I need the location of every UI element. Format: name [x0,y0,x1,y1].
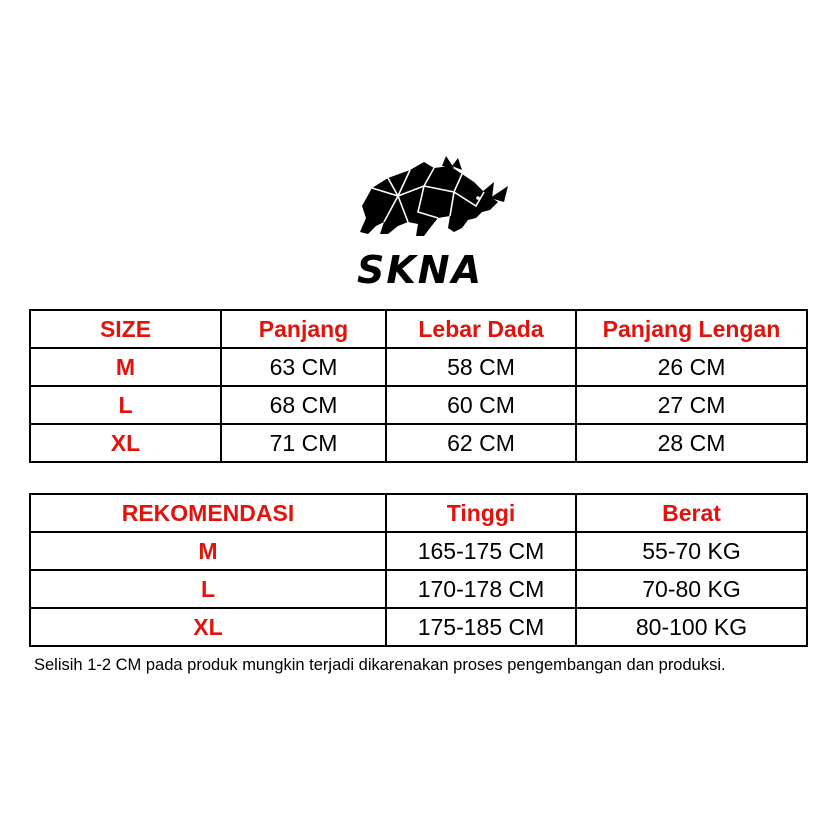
size-label: M [30,532,386,570]
lebar-dada-value: 58 CM [386,348,576,386]
header-tinggi: Tinggi [386,494,576,532]
tinggi-value: 175-185 CM [386,608,576,646]
table-row [30,608,807,646]
header-panjang: Panjang [221,310,386,348]
tinggi-value: 170-178 CM [386,570,576,608]
lebar-dada-value: 62 CM [386,424,576,462]
panjang-lengan-value: 28 CM [576,424,807,462]
header-panjang-lengan: Panjang Lengan [576,310,807,348]
size-label: XL [30,424,221,462]
table-row [30,570,807,608]
size-label: XL [30,608,386,646]
footnote: Selisih 1-2 CM pada produk mungkin terjadi dikarenakan proses pengembangan dan produksi. [34,656,726,674]
size-label: L [30,386,221,424]
panjang-lengan-value: 26 CM [576,348,807,386]
table-row [30,348,807,386]
berat-value: 55-70 KG [576,532,807,570]
table-row [30,532,807,570]
rhino-icon [358,156,510,240]
panjang-lengan-value: 27 CM [576,386,807,424]
header-berat: Berat [576,494,807,532]
brand-name: SKNA [356,248,484,292]
panjang-value: 68 CM [221,386,386,424]
recommendation-table [29,493,808,647]
header-lebar-dada: Lebar Dada [386,310,576,348]
header-size: SIZE [30,310,221,348]
lebar-dada-value: 60 CM [386,386,576,424]
header-rekomendasi: REKOMENDASI [30,494,386,532]
berat-value: 70-80 KG [576,570,807,608]
size-label: M [30,348,221,386]
size-label: L [30,570,386,608]
table-row [30,424,807,462]
tinggi-value: 165-175 CM [386,532,576,570]
panjang-value: 71 CM [221,424,386,462]
table-header-row [30,494,807,532]
table-header-row [30,310,807,348]
berat-value: 80-100 KG [576,608,807,646]
table-row [30,386,807,424]
size-table [29,309,808,463]
panjang-value: 63 CM [221,348,386,386]
